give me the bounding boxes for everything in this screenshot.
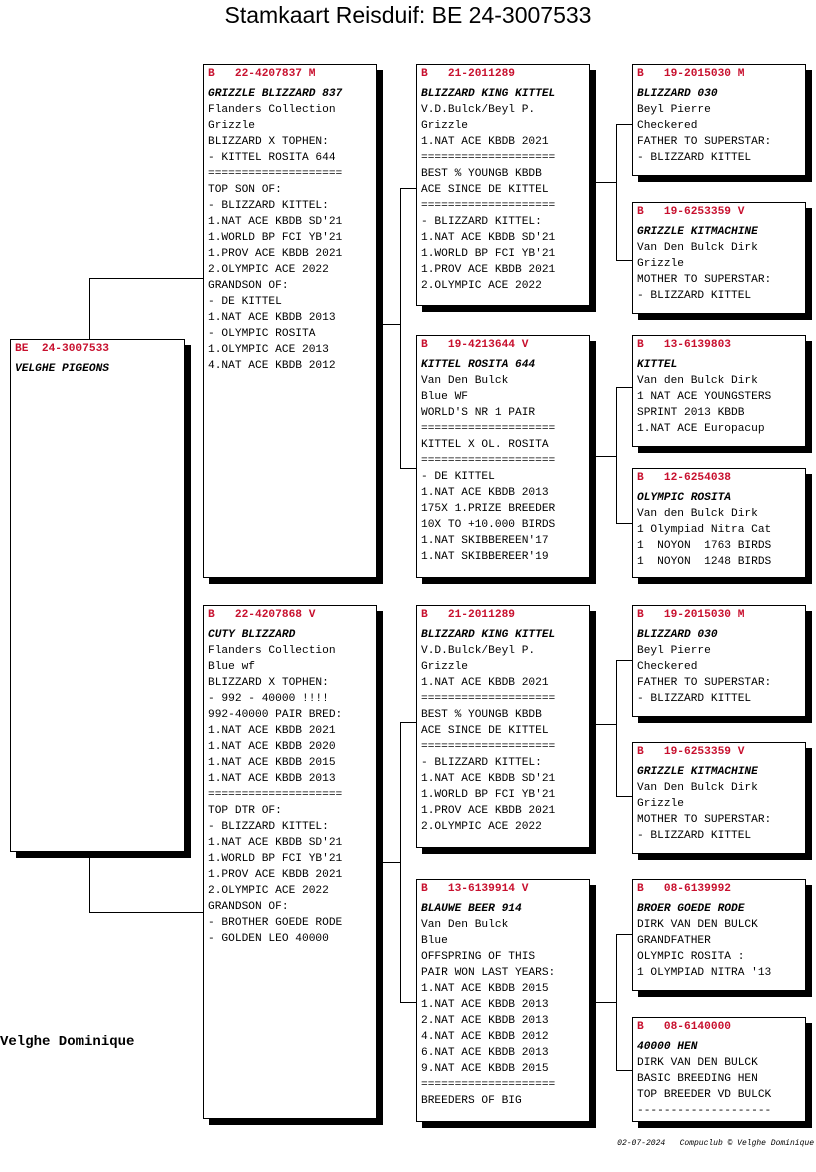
info-line: Flanders Collection (208, 645, 336, 657)
info-line: ==================== (208, 168, 343, 180)
info-line: 4.NAT ACE KBDB 2012 (421, 1031, 549, 1043)
info-line: 1.NAT SKIBBEREER'19 (421, 551, 549, 563)
dam-sire-dam-card (632, 742, 806, 854)
info-line: 1 NOYON 1763 BIRDS (637, 540, 772, 552)
info-line: FATHER TO SUPERSTAR: (637, 677, 772, 689)
info-line: 992-40000 PAIR BRED: (208, 709, 343, 721)
info-line: GRANDSON OF: (208, 280, 289, 292)
info-line: Blue WF (421, 391, 468, 403)
connector-line (400, 188, 401, 468)
info-line: GRANDSON OF: (208, 901, 289, 913)
info-line: - 992 - 40000 !!!! (208, 693, 329, 705)
info-line: 10X TO +10.000 BIRDS (421, 519, 556, 531)
info-line: 1.NAT ACE KBDB 2020 (208, 741, 336, 753)
info-line: SPRINT 2013 KBDB (637, 407, 745, 419)
info-line: 1.NAT SKIBBEREEN'17 (421, 535, 549, 547)
info-line: ==================== (421, 200, 556, 212)
pigeon-name: BROER GOEDE RODE (637, 903, 745, 915)
info-line: 1.PROV ACE KBDB 2021 (208, 248, 343, 260)
connector-line (616, 387, 633, 388)
pigeon-name: BLIZZARD KING KITTEL (421, 88, 556, 100)
info-line: Beyl Pierre (637, 104, 711, 116)
info-line: Checkered (637, 120, 698, 132)
pigeon-name: KITTEL ROSITA 644 (421, 359, 536, 371)
connector-line (596, 182, 616, 183)
ring-number: B 19-2015030 M (637, 68, 745, 80)
ring-number: B 13-6139914 V (421, 883, 529, 895)
info-line: DIRK VAN DEN BULCK (637, 1057, 758, 1069)
pigeon-name: BLIZZARD 030 (637, 629, 718, 641)
ring-number: B 13-6139803 (637, 339, 731, 351)
footer-credit: 02-07-2024 Compuclub © Velghe Dominique (617, 1139, 814, 1148)
sire-sire-dam-card (632, 202, 806, 314)
connector-line (616, 387, 617, 523)
ring-number: B 19-6253359 V (637, 206, 745, 218)
connector-line (89, 858, 90, 912)
info-line: Van Den Bulck Dirk (637, 242, 758, 254)
info-line: BEST % YOUNGB KBDB (421, 168, 542, 180)
connector-line (400, 722, 401, 1002)
info-line: -------------------- (637, 1105, 772, 1117)
sire-dam-sire-card (632, 335, 806, 447)
pigeon-name: GRIZZLE KITMACHINE (637, 766, 758, 778)
info-line: ==================== (421, 741, 556, 753)
info-line: DIRK VAN DEN BULCK (637, 919, 758, 931)
dam-dam-sire-card (632, 879, 806, 991)
info-line: Grizzle (421, 120, 468, 132)
info-line: - BLIZZARD KITTEL: (421, 757, 542, 769)
info-line: 1.NAT ACE KBDB 2013 (421, 487, 549, 499)
info-line: - BLIZZARD KITTEL (637, 830, 752, 842)
info-line: FATHER TO SUPERSTAR: (637, 136, 772, 148)
info-line: Van Den Bulck (421, 375, 509, 387)
info-line: Van Den Bulck (421, 919, 509, 931)
info-line: - KITTEL ROSITA 644 (208, 152, 336, 164)
connector-line (383, 324, 400, 325)
connector-line (616, 934, 617, 1070)
info-line: ==================== (421, 455, 556, 467)
info-line: WORLD'S NR 1 PAIR (421, 407, 536, 419)
pigeon-name: BLAUWE BEER 914 (421, 903, 522, 915)
info-line: 1.NAT ACE KBDB 2013 (208, 312, 336, 324)
info-line: 1.NAT ACE KBDB SD'21 (208, 837, 343, 849)
dam-dam-card (416, 879, 590, 1122)
ring-number: B 22-4207837 M (208, 68, 316, 80)
info-line: V.D.Bulck/Beyl P. (421, 645, 536, 657)
sire-sire-sire-card (632, 64, 806, 176)
info-line: Beyl Pierre (637, 645, 711, 657)
info-line: ==================== (208, 789, 343, 801)
info-line: Van den Bulck Dirk (637, 375, 758, 387)
info-line: ACE SINCE DE KITTEL (421, 725, 549, 737)
info-line: - DE KITTEL (421, 471, 495, 483)
info-line: 1 NOYON 1248 BIRDS (637, 556, 772, 568)
info-line: Grizzle (637, 798, 684, 810)
info-line: 2.OLYMPIC ACE 2022 (421, 821, 542, 833)
connector-line (400, 1002, 417, 1003)
info-line: 1.NAT ACE KBDB 2021 (421, 136, 549, 148)
info-line: ==================== (421, 1079, 556, 1091)
info-line: BLIZZARD X TOPHEN: (208, 136, 329, 148)
info-line: 1.PROV ACE KBDB 2021 (421, 264, 556, 276)
info-line: 1.NAT ACE KBDB SD'21 (421, 773, 556, 785)
pigeon-name: CUTY BLIZZARD (208, 629, 296, 641)
pigeon-name: GRIZZLE BLIZZARD 837 (208, 88, 343, 100)
info-line: - DE KITTEL (208, 296, 282, 308)
connector-line (596, 1002, 616, 1003)
info-line: 1.WORLD BP FCI YB'21 (208, 232, 343, 244)
connector-line (616, 124, 633, 125)
info-line: 1.PROV ACE KBDB 2021 (421, 805, 556, 817)
connector-line (616, 660, 633, 661)
ring-number: B 19-6253359 V (637, 746, 745, 758)
pigeon-name: KITTEL (637, 359, 678, 371)
info-line: BLIZZARD X TOPHEN: (208, 677, 329, 689)
info-line: - BLIZZARD KITTEL: (208, 200, 329, 212)
pigeon-name: VELGHE PIGEONS (15, 363, 109, 375)
info-line: TOP DTR OF: (208, 805, 282, 817)
info-line: ==================== (421, 693, 556, 705)
info-line: TOP BREEDER VD BULCK (637, 1089, 772, 1101)
info-line: BREEDERS OF BIG (421, 1095, 522, 1107)
info-line: 1.NAT ACE KBDB 2021 (208, 725, 336, 737)
sire-card (203, 64, 377, 578)
info-line: MOTHER TO SUPERSTAR: (637, 814, 772, 826)
ring-number: B 08-6139992 (637, 883, 731, 895)
connector-line (616, 934, 633, 935)
info-line: 1.NAT ACE KBDB 2013 (421, 999, 549, 1011)
connector-line (616, 1070, 633, 1071)
info-line: 1.NAT ACE KBDB 2015 (208, 757, 336, 769)
ring-number: B 21-2011289 (421, 68, 515, 80)
info-line: V.D.Bulck/Beyl P. (421, 104, 536, 116)
ring-number: B 19-2015030 M (637, 609, 745, 621)
info-line: 1.WORLD BP FCI YB'21 (421, 789, 556, 801)
info-line: 1.NAT ACE KBDB 2021 (421, 677, 549, 689)
owner-name: Velghe Dominique (0, 1034, 135, 1050)
ring-number: B 22-4207868 V (208, 609, 316, 621)
info-line: 175X 1.PRIZE BREEDER (421, 503, 556, 515)
info-line: 2.OLYMPIC ACE 2022 (208, 264, 329, 276)
pigeon-name: BLIZZARD KING KITTEL (421, 629, 556, 641)
info-line: 1.NAT ACE KBDB SD'21 (208, 216, 343, 228)
ring-number: B 12-6254038 (637, 472, 731, 484)
info-line: OLYMPIC ROSITA : (637, 951, 745, 963)
info-line: 1.NAT ACE KBDB SD'21 (421, 232, 556, 244)
connector-line (400, 188, 417, 189)
info-line: 1 NAT ACE YOUNGSTERS (637, 391, 772, 403)
info-line: Blue wf (208, 661, 255, 673)
connector-line (596, 456, 616, 457)
info-line: 1.OLYMPIC ACE 2013 (208, 344, 329, 356)
info-line: 1.NAT ACE KBDB 2013 (208, 773, 336, 785)
ring-number: B 21-2011289 (421, 609, 515, 621)
connector-line (616, 796, 633, 797)
info-line: ==================== (421, 152, 556, 164)
info-line: 1.WORLD BP FCI YB'21 (208, 853, 343, 865)
info-line: - GOLDEN LEO 40000 (208, 933, 329, 945)
info-line: 1.NAT ACE Europacup (637, 423, 765, 435)
info-line: Grizzle (208, 120, 255, 132)
sire-dam-card (416, 335, 590, 578)
info-line: Van den Bulck Dirk (637, 508, 758, 520)
info-line: MOTHER TO SUPERSTAR: (637, 274, 772, 286)
info-line: BEST % YOUNGB KBDB (421, 709, 542, 721)
connector-line (400, 722, 417, 723)
info-line: ==================== (421, 423, 556, 435)
info-line: - BLIZZARD KITTEL (637, 290, 752, 302)
info-line: ACE SINCE DE KITTEL (421, 184, 549, 196)
info-line: 1.NAT ACE KBDB 2015 (421, 983, 549, 995)
connector-line (616, 260, 633, 261)
info-line: - BLIZZARD KITTEL: (208, 821, 329, 833)
connector-line (400, 468, 417, 469)
info-line: - BLIZZARD KITTEL (637, 693, 752, 705)
info-line: BASIC BREEDING HEN (637, 1073, 758, 1085)
info-line: Grizzle (637, 258, 684, 270)
connector-line (616, 523, 633, 524)
pigeon-name: BLIZZARD 030 (637, 88, 718, 100)
ring-number: B 19-4213644 V (421, 339, 529, 351)
pigeon-name: 40000 HEN (637, 1041, 698, 1053)
info-line: TOP SON OF: (208, 184, 282, 196)
pigeon-name: OLYMPIC ROSITA (637, 492, 731, 504)
info-line: OFFSPRING OF THIS (421, 951, 536, 963)
dam-card (203, 605, 377, 1119)
info-line: PAIR WON LAST YEARS: (421, 967, 556, 979)
info-line: Grizzle (421, 661, 468, 673)
info-line: - BLIZZARD KITTEL: (421, 216, 542, 228)
sire-dam-dam-card (632, 468, 806, 578)
info-line: 2.OLYMPIC ACE 2022 (208, 885, 329, 897)
ring-number: B 08-6140000 (637, 1021, 731, 1033)
ring-number: BE 24-3007533 (15, 343, 109, 355)
info-line: 1 OLYMPIAD NITRA '13 (637, 967, 772, 979)
connector-line (383, 862, 400, 863)
info-line: 1.WORLD BP FCI YB'21 (421, 248, 556, 260)
info-line: Blue (421, 935, 448, 947)
dam-dam-dam-card (632, 1017, 806, 1122)
info-line: 1.PROV ACE KBDB 2021 (208, 869, 343, 881)
connector-line (89, 278, 90, 340)
info-line: 4.NAT ACE KBDB 2012 (208, 360, 336, 372)
info-line: 6.NAT ACE KBDB 2013 (421, 1047, 549, 1059)
info-line: - OLYMPIC ROSITA (208, 328, 316, 340)
pigeon-name: GRIZZLE KITMACHINE (637, 226, 758, 238)
info-line: Van Den Bulck Dirk (637, 782, 758, 794)
connector-line (89, 278, 204, 279)
info-line: 9.NAT ACE KBDB 2015 (421, 1063, 549, 1075)
connector-line (89, 912, 204, 913)
info-line: GRANDFATHER (637, 935, 711, 947)
info-line: 1 Olympiad Nitra Cat (637, 524, 772, 536)
info-line: - BLIZZARD KITTEL (637, 152, 752, 164)
dam-sire-sire-card (632, 605, 806, 717)
info-line: Flanders Collection (208, 104, 336, 116)
dam-sire-card (416, 605, 590, 848)
info-line: KITTEL X OL. ROSITA (421, 439, 549, 451)
info-line: 2.OLYMPIC ACE 2022 (421, 280, 542, 292)
subject-pigeon-card (10, 339, 185, 852)
page-title: Stamkaart Reisduif: BE 24-3007533 (224, 2, 592, 28)
info-line: - BROTHER GOEDE RODE (208, 917, 343, 929)
info-line: 2.NAT ACE KBDB 2013 (421, 1015, 549, 1027)
sire-sire-card (416, 64, 590, 306)
connector-line (596, 724, 616, 725)
info-line: Checkered (637, 661, 698, 673)
connector-line (616, 124, 617, 260)
connector-line (616, 660, 617, 796)
